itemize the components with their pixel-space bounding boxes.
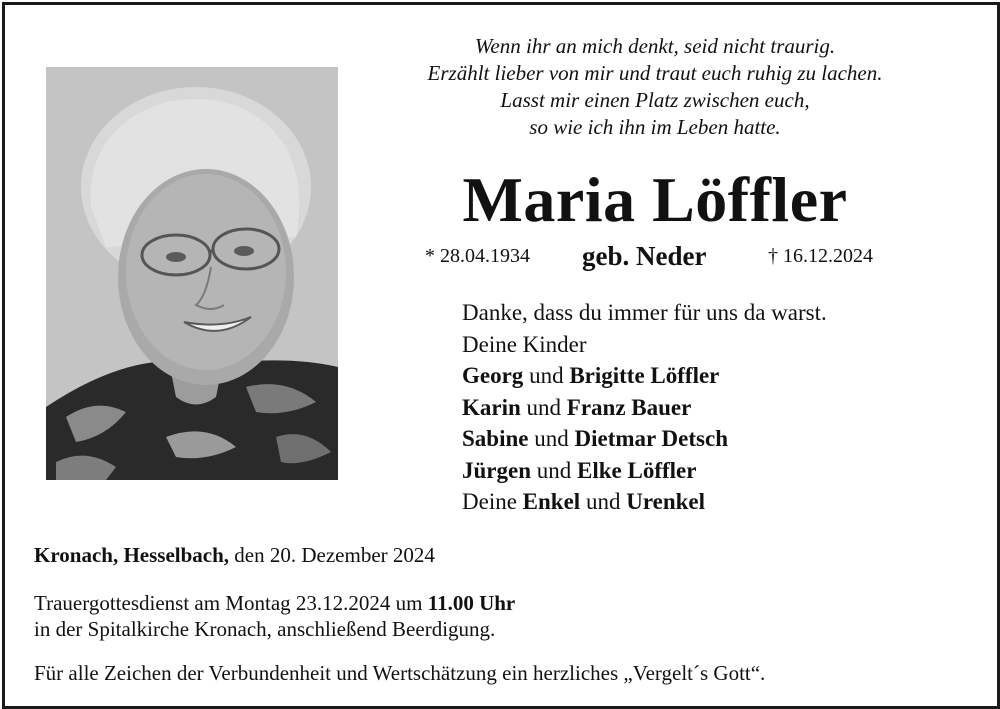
- service-location: in der Spitalkirche Kronach, anschließend Beerdigung.: [34, 617, 496, 641]
- and-word: und: [534, 426, 569, 451]
- grandchildren-row: [462, 486, 827, 518]
- family-row: [462, 392, 827, 424]
- maiden-name: geb. Neder: [582, 241, 707, 271]
- thanks-line: Danke, dass du immer für uns da warst.: [462, 300, 827, 325]
- family-row: [462, 360, 827, 392]
- grandchildren-label: Enkel: [522, 489, 581, 514]
- poem-line: Wenn ihr an mich denkt, seid nicht traurig.: [474, 34, 836, 58]
- portrait-photo: [46, 67, 338, 480]
- and-word: und: [585, 489, 621, 514]
- great-grandchildren-label: Urenkel: [626, 489, 705, 514]
- place-date-line: [34, 541, 435, 569]
- person-name: Brigitte Löffler: [569, 363, 720, 388]
- place-names: Kronach, Hesselbach,: [34, 543, 230, 567]
- notice-date: den 20. Dezember 2024: [234, 543, 435, 567]
- family-list: [462, 297, 827, 518]
- family-row: [462, 423, 827, 455]
- person-name: Sabine: [462, 426, 529, 451]
- person-name: Karin: [462, 394, 521, 420]
- and-word: und: [536, 457, 572, 483]
- and-word: und: [526, 394, 562, 420]
- poem-line: Lasst mir einen Platz zwischen euch,: [500, 88, 810, 112]
- person-name: Jürgen: [462, 457, 531, 483]
- person-name: Dietmar Detsch: [574, 426, 728, 451]
- and-word: und: [529, 363, 564, 388]
- family-row: [462, 455, 827, 487]
- service-line: [34, 590, 515, 616]
- death-date: † 16.12.2024: [768, 245, 873, 267]
- service-time: 11.00 Uhr: [427, 591, 516, 615]
- poem-line: Erzählt lieber von mir und traut euch ruhig zu lachen.: [427, 61, 883, 85]
- deceased-name: Maria Löffler: [462, 164, 848, 235]
- poem-line: so wie ich ihn im Leben hatte.: [529, 115, 781, 139]
- person-name: Georg: [462, 363, 524, 388]
- grandchildren-prefix: Deine: [462, 489, 517, 514]
- service-info: [34, 590, 515, 642]
- poem: [360, 33, 950, 141]
- children-label: Deine Kinder: [462, 331, 587, 357]
- birth-date: * 28.04.1934: [425, 245, 530, 267]
- person-name: Elke Löffler: [577, 457, 697, 483]
- person-name: Franz Bauer: [566, 394, 692, 420]
- service-text: Trauergottesdienst am Montag 23.12.2024 um: [34, 591, 423, 615]
- closing-thanks: Für alle Zeichen der Verbundenheit und Wertschätzung ein herzliches „Vergelt´s Gott“.: [34, 661, 766, 685]
